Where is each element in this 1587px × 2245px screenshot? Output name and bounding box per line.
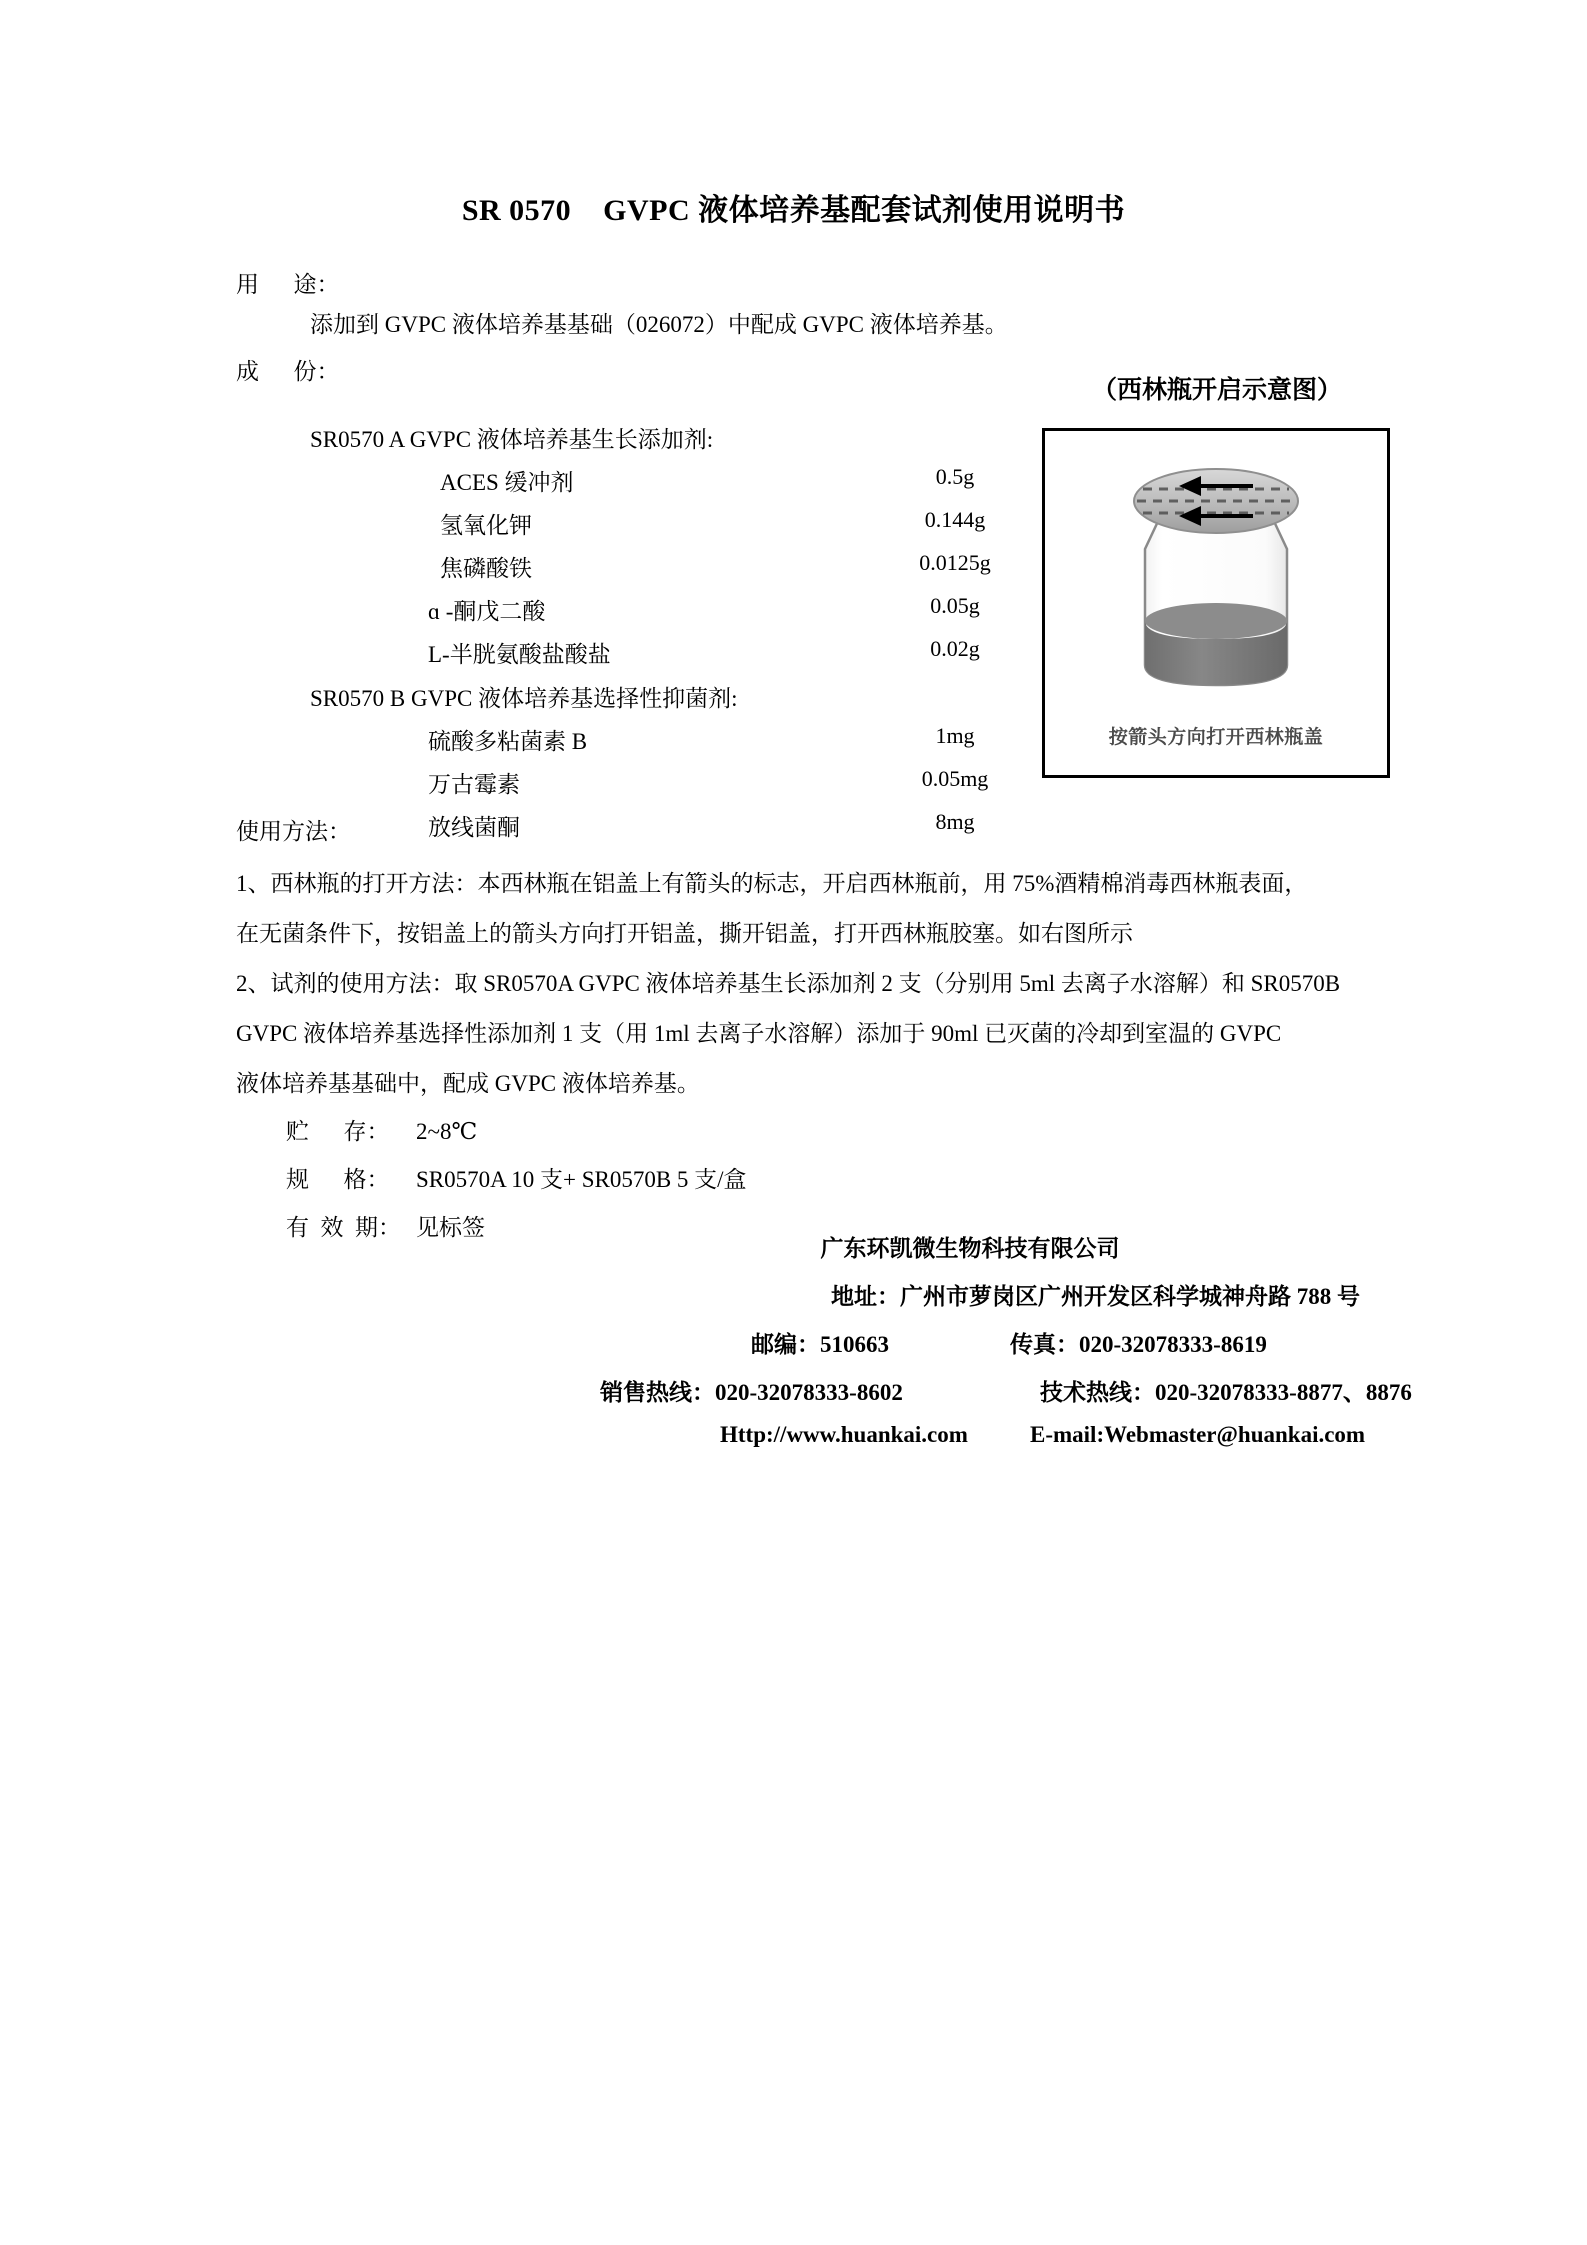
ingredient-value: 0.02g [930, 636, 980, 661]
ingredient-name: L-半胱氨酸盐酸盐 [428, 642, 611, 667]
footer-postcode: 邮编：510663 [751, 1332, 889, 1357]
ingredient-name: 放线菌酮 [428, 815, 520, 840]
usage-item2-line2: GVPC 液体培养基选择性添加剂 1 支（用 1ml 去离子水溶解）添加于 90ml 已灭菌的冷却到室温的 GVPC [236, 1021, 1282, 1046]
ingredient-value: 1mg [935, 723, 975, 748]
footer-fax: 传真：020-32078333-8619 [1010, 1332, 1267, 1357]
ingredient-value: 0.05mg [921, 766, 989, 791]
ingredient-name: 焦磷酸铁 [440, 556, 532, 581]
ingredient-value: 0.5g [935, 464, 975, 489]
figure-sub-caption: 按箭头方向打开西林瓶盖 [1108, 726, 1324, 748]
ingredient-name: ɑ -酮戊二酸 [428, 599, 546, 624]
storage-value: 2~8℃ [416, 1119, 478, 1144]
package-value: SR0570A 10 支+ SR0570B 5 支/盒 [416, 1167, 747, 1192]
composition-group-b-heading: SR0570 B GVPC 液体培养基选择性抑菌剂: [310, 686, 738, 711]
storage-label: 贮 存： [286, 1119, 390, 1144]
ingredient-value: 0.144g [924, 507, 986, 532]
vial-icon [1101, 453, 1331, 703]
ingredient-value: 8mg [935, 809, 975, 834]
ingredient-name: 硫酸多粘菌素 B [428, 729, 588, 754]
footer-address: 地址：广州市萝岗区广州开发区科学城神舟路 788 号 [831, 1284, 1360, 1309]
footer-sales-hotline: 销售热线：020-32078333-8602 [600, 1380, 903, 1405]
purpose-label: 用 途： [236, 272, 340, 297]
package-label: 规 格： [286, 1167, 390, 1192]
composition-label: 成 份： [236, 359, 340, 384]
usage-item2-line1: 2、试剂的使用方法：取 SR0570A GVPC 液体培养基生长添加剂 2 支（分别用 5ml 去离子水溶解）和 SR0570B [236, 971, 1341, 996]
footer-company: 广东环凯微生物科技有限公司 [820, 1236, 1120, 1261]
usage-item1-line1: 1、西林瓶的打开方法：本西林瓶在铝盖上有箭头的标志，开启西林瓶前，用 75%酒精棉消毒西林瓶表面， [236, 871, 1308, 896]
usage-label: 使用方法： [236, 819, 351, 844]
usage-item2-line3: 液体培养基基础中，配成 GVPC 液体培养基。 [236, 1071, 700, 1096]
expiry-value: 见标签 [416, 1215, 485, 1240]
expiry-label: 有 效 期： [286, 1215, 401, 1240]
usage-item1-line2: 在无菌条件下，按铝盖上的箭头方向打开铝盖，撕开铝盖，打开西林瓶胶塞。如右图所示 [236, 921, 1133, 946]
figure-caption: （西林瓶开启示意图） [1091, 377, 1342, 404]
purpose-text: 添加到 GVPC 液体培养基基础（026072）中配成 GVPC 液体培养基。 [310, 312, 1008, 337]
ingredient-value: 0.0125g [919, 550, 991, 575]
ingredient-name: 氢氧化钾 [440, 513, 532, 538]
page-title: SR 0570 GVPC 液体培养基配套试剂使用说明书 [461, 194, 1126, 227]
ingredient-name: 万古霉素 [428, 772, 520, 797]
footer-email: E-mail:Webmaster@huankai.com [1030, 1422, 1366, 1447]
ingredient-value: 0.05g [930, 593, 980, 618]
footer-website: Http://www.huankai.com [720, 1422, 968, 1447]
ingredient-name: ACES 缓冲剂 [440, 470, 574, 495]
composition-group-a-heading: SR0570 A GVPC 液体培养基生长添加剂: [310, 427, 714, 452]
vial-illustration-box [1042, 428, 1390, 778]
footer-tech-hotline: 技术热线：020-32078333-8877、8876 [1040, 1380, 1412, 1405]
